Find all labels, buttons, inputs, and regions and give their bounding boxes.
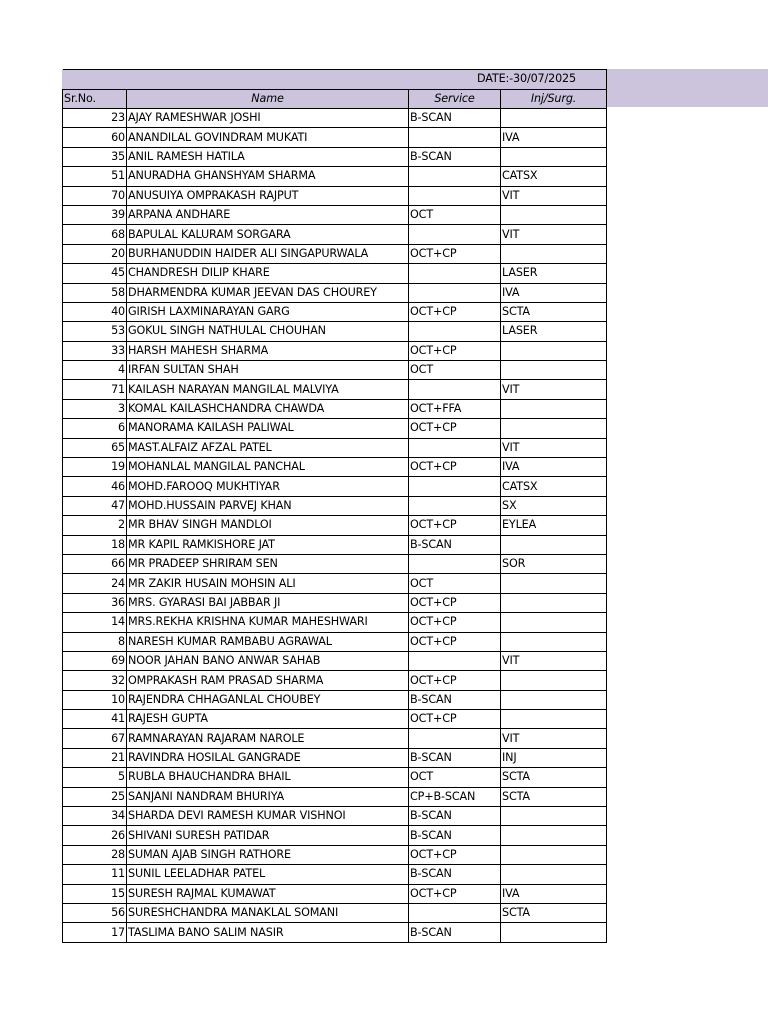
sr-no-cell: 33 [63,341,127,360]
inj-surg-cell: VIT [501,651,607,670]
table-row [63,438,607,457]
sr-no-cell: 40 [63,302,127,321]
sr-no-cell: 17 [63,923,127,942]
name-cell: NARESH KUMAR RAMBABU AGRAWAL [127,632,409,651]
table-row [63,574,607,593]
inj-surg-cell [501,361,607,380]
date-label: DATE:-30/07/2025 [63,70,607,90]
sr-no-cell: 4 [63,361,127,380]
inj-surg-cell [501,535,607,554]
name-cell: MOHD.FAROOQ MUKHTIYAR [127,477,409,496]
table-row [63,710,607,729]
sr-no-cell: 25 [63,787,127,806]
inj-surg-cell: SX [501,496,607,515]
service-cell: OCT+CP [409,710,501,729]
table-row [63,845,607,864]
inj-surg-cell: IVA [501,128,607,147]
inj-surg-cell [501,341,607,360]
name-cell: BURHANUDDIN HAIDER ALI SINGAPURWALA [127,244,409,263]
inj-surg-cell: SCTA [501,302,607,321]
table-row [63,651,607,670]
name-cell: MR BHAV SINGH MANDLOI [127,516,409,535]
sr-no-cell: 69 [63,651,127,670]
inj-surg-cell [501,807,607,826]
inj-surg-cell: SCTA [501,904,607,923]
sr-no-cell: 26 [63,826,127,845]
service-cell: OCT+CP [409,884,501,903]
table-row [63,399,607,418]
name-cell: ARPANA ANDHARE [127,205,409,224]
service-cell: OCT+CP [409,671,501,690]
inj-surg-cell: VIT [501,186,607,205]
table-row [63,186,607,205]
table-row [63,884,607,903]
service-cell [409,322,501,341]
inj-surg-cell [501,574,607,593]
service-cell [409,438,501,457]
sr-no-cell: 20 [63,244,127,263]
name-cell: MR PRADEEP SHRIRAM SEN [127,554,409,573]
table-row [63,554,607,573]
table-row [63,283,607,302]
inj-surg-cell [501,419,607,438]
name-cell: MOHANLAL MANGILAL PANCHAL [127,458,409,477]
table-row [63,108,607,127]
service-cell: OCT+CP [409,341,501,360]
service-cell: OCT+CP [409,302,501,321]
name-cell: MANORAMA KAILASH PALIWAL [127,419,409,438]
patient-table [62,69,607,943]
sr-no-cell: 21 [63,748,127,767]
service-cell: OCT+CP [409,516,501,535]
service-cell [409,904,501,923]
inj-surg-cell [501,147,607,166]
name-cell: RAMNARAYAN RAJARAM NAROLE [127,729,409,748]
service-cell [409,225,501,244]
service-cell [409,554,501,573]
table-row [63,904,607,923]
service-cell: OCT+CP [409,244,501,263]
inj-surg-cell: EYLEA [501,516,607,535]
name-cell: MRS.REKHA KRISHNA KUMAR MAHESHWARI [127,613,409,632]
sr-no-cell: 10 [63,690,127,709]
sr-no-cell: 34 [63,807,127,826]
sr-no-cell: 5 [63,768,127,787]
table-row [63,477,607,496]
service-cell [409,283,501,302]
inj-surg-cell: SCTA [501,768,607,787]
table-row [63,729,607,748]
inj-surg-cell: LASER [501,322,607,341]
sr-no-cell: 53 [63,322,127,341]
sr-no-cell: 19 [63,458,127,477]
column-header-name: Name [127,89,409,108]
table-row [63,302,607,321]
name-cell: BAPULAL KALURAM SORGARA [127,225,409,244]
inj-surg-cell [501,244,607,263]
inj-surg-cell: VIT [501,225,607,244]
name-cell: MOHD.HUSSAIN PARVEJ KHAN [127,496,409,515]
table-row [63,826,607,845]
sr-no-cell: 65 [63,438,127,457]
sr-no-cell: 15 [63,884,127,903]
name-cell: SHIVANI SURESH PATIDAR [127,826,409,845]
sr-no-cell: 60 [63,128,127,147]
service-cell: OCT [409,574,501,593]
table-row [63,807,607,826]
name-cell: MR ZAKIR HUSAIN MOHSIN ALI [127,574,409,593]
sr-no-cell: 23 [63,108,127,127]
service-cell [409,477,501,496]
column-header-service: Service [409,89,501,108]
service-cell [409,496,501,515]
inj-surg-cell [501,826,607,845]
service-cell: B-SCAN [409,690,501,709]
name-cell: SURESHCHANDRA MANAKLAL SOMANI [127,904,409,923]
inj-surg-cell [501,205,607,224]
inj-surg-cell [501,690,607,709]
name-cell: ANANDILAL GOVINDRAM MUKATI [127,128,409,147]
sr-no-cell: 36 [63,593,127,612]
service-cell: B-SCAN [409,748,501,767]
name-cell: NOOR JAHAN BANO ANWAR SAHAB [127,651,409,670]
sr-no-cell: 28 [63,845,127,864]
service-cell: OCT+CP [409,845,501,864]
date-row [63,70,607,90]
sr-no-cell: 39 [63,205,127,224]
table-row [63,225,607,244]
name-cell: SHARDA DEVI RAMESH KUMAR VISHNOI [127,807,409,826]
table-row [63,923,607,942]
service-cell: OCT+CP [409,632,501,651]
sr-no-cell: 6 [63,419,127,438]
table-row [63,361,607,380]
sr-no-cell: 45 [63,264,127,283]
sr-no-cell: 71 [63,380,127,399]
inj-surg-cell: IVA [501,884,607,903]
name-cell: RUBLA BHAUCHANDRA BHAIL [127,768,409,787]
name-cell: ANUSUIYA OMPRAKASH RAJPUT [127,186,409,205]
sr-no-cell: 41 [63,710,127,729]
inj-surg-cell: VIT [501,438,607,457]
inj-surg-cell [501,923,607,942]
inj-surg-cell [501,865,607,884]
name-cell: AJAY RAMESHWAR JOSHI [127,108,409,127]
table-row [63,690,607,709]
name-cell: DHARMENDRA KUMAR JEEVAN DAS CHOUREY [127,283,409,302]
inj-surg-cell: VIT [501,729,607,748]
table-row [63,632,607,651]
table-row [63,613,607,632]
inj-surg-cell [501,845,607,864]
inj-surg-cell: IVA [501,458,607,477]
table-row [63,167,607,186]
table-row [63,865,607,884]
service-cell [409,128,501,147]
sr-no-cell: 24 [63,574,127,593]
name-cell: TASLIMA BANO SALIM NASIR [127,923,409,942]
sr-no-cell: 67 [63,729,127,748]
name-cell: HARSH MAHESH SHARMA [127,341,409,360]
inj-surg-cell [501,399,607,418]
inj-surg-cell: LASER [501,264,607,283]
service-cell: B-SCAN [409,865,501,884]
table-row [63,593,607,612]
service-cell [409,729,501,748]
table-row [63,671,607,690]
sr-no-cell: 3 [63,399,127,418]
inj-surg-cell: IVA [501,283,607,302]
service-cell [409,651,501,670]
service-cell: OCT [409,205,501,224]
name-cell: IRFAN SULTAN SHAH [127,361,409,380]
service-cell [409,186,501,205]
name-cell: KOMAL KAILASHCHANDRA CHAWDA [127,399,409,418]
sr-no-cell: 8 [63,632,127,651]
table-row [63,147,607,166]
sr-no-cell: 68 [63,225,127,244]
inj-surg-cell [501,671,607,690]
service-cell: B-SCAN [409,147,501,166]
sr-no-cell: 47 [63,496,127,515]
service-cell: B-SCAN [409,826,501,845]
name-cell: RAVINDRA HOSILAL GANGRADE [127,748,409,767]
table-row [63,516,607,535]
inj-surg-cell: CATSX [501,167,607,186]
inj-surg-cell [501,108,607,127]
inj-surg-cell [501,632,607,651]
sr-no-cell: 58 [63,283,127,302]
table-row [63,419,607,438]
table-row [63,768,607,787]
header-row [63,89,607,108]
inj-surg-cell: VIT [501,380,607,399]
name-cell: ANIL RAMESH HATILA [127,147,409,166]
sr-no-cell: 35 [63,147,127,166]
name-cell: SANJANI NANDRAM BHURIYA [127,787,409,806]
sr-no-cell: 11 [63,865,127,884]
table-row [63,380,607,399]
name-cell: MAST.ALFAIZ AFZAL PATEL [127,438,409,457]
service-cell [409,380,501,399]
table-row [63,787,607,806]
table-row [63,535,607,554]
table-row [63,458,607,477]
name-cell: MRS. GYARASI BAI JABBAR JI [127,593,409,612]
sr-no-cell: 2 [63,516,127,535]
table-row [63,244,607,263]
column-header-inj-surg: Inj/Surg. [501,89,607,108]
inj-surg-cell [501,593,607,612]
name-cell: SUMAN AJAB SINGH RATHORE [127,845,409,864]
sr-no-cell: 51 [63,167,127,186]
name-cell: GOKUL SINGH NATHULAL CHOUHAN [127,322,409,341]
sr-no-cell: 66 [63,554,127,573]
service-cell: B-SCAN [409,108,501,127]
service-cell [409,264,501,283]
service-cell: OCT+FFA [409,399,501,418]
name-cell: SURESH RAJMAL KUMAWAT [127,884,409,903]
sr-no-cell: 46 [63,477,127,496]
service-cell: OCT+CP [409,419,501,438]
inj-surg-cell [501,710,607,729]
name-cell: KAILASH NARAYAN MANGILAL MALVIYA [127,380,409,399]
sr-no-cell: 14 [63,613,127,632]
name-cell: GIRISH LAXMINARAYAN GARG [127,302,409,321]
table-row [63,748,607,767]
column-header-sr-no: Sr.No. [63,89,127,108]
name-cell: OMPRAKASH RAM PRASAD SHARMA [127,671,409,690]
name-cell: SUNIL LEELADHAR PATEL [127,865,409,884]
service-cell: CP+B-SCAN [409,787,501,806]
table-row [63,496,607,515]
name-cell: RAJESH GUPTA [127,710,409,729]
name-cell: CHANDRESH DILIP KHARE [127,264,409,283]
service-cell [409,167,501,186]
inj-surg-cell: CATSX [501,477,607,496]
sr-no-cell: 70 [63,186,127,205]
table-row [63,205,607,224]
table-row [63,128,607,147]
service-cell: OCT+CP [409,593,501,612]
name-cell: RAJENDRA CHHAGANLAL CHOUBEY [127,690,409,709]
inj-surg-cell [501,613,607,632]
service-cell: OCT+CP [409,458,501,477]
name-cell: ANURADHA GHANSHYAM SHARMA [127,167,409,186]
service-cell: OCT+CP [409,613,501,632]
service-cell: OCT [409,361,501,380]
sr-no-cell: 32 [63,671,127,690]
service-cell: B-SCAN [409,923,501,942]
sr-no-cell: 18 [63,535,127,554]
table-row [63,264,607,283]
table-row [63,341,607,360]
sr-no-cell: 56 [63,904,127,923]
inj-surg-cell: INJ [501,748,607,767]
table-row [63,322,607,341]
name-cell: MR KAPIL RAMKISHORE JAT [127,535,409,554]
service-cell: OCT [409,768,501,787]
inj-surg-cell: SCTA [501,787,607,806]
service-cell: B-SCAN [409,535,501,554]
service-cell: B-SCAN [409,807,501,826]
inj-surg-cell: SOR [501,554,607,573]
